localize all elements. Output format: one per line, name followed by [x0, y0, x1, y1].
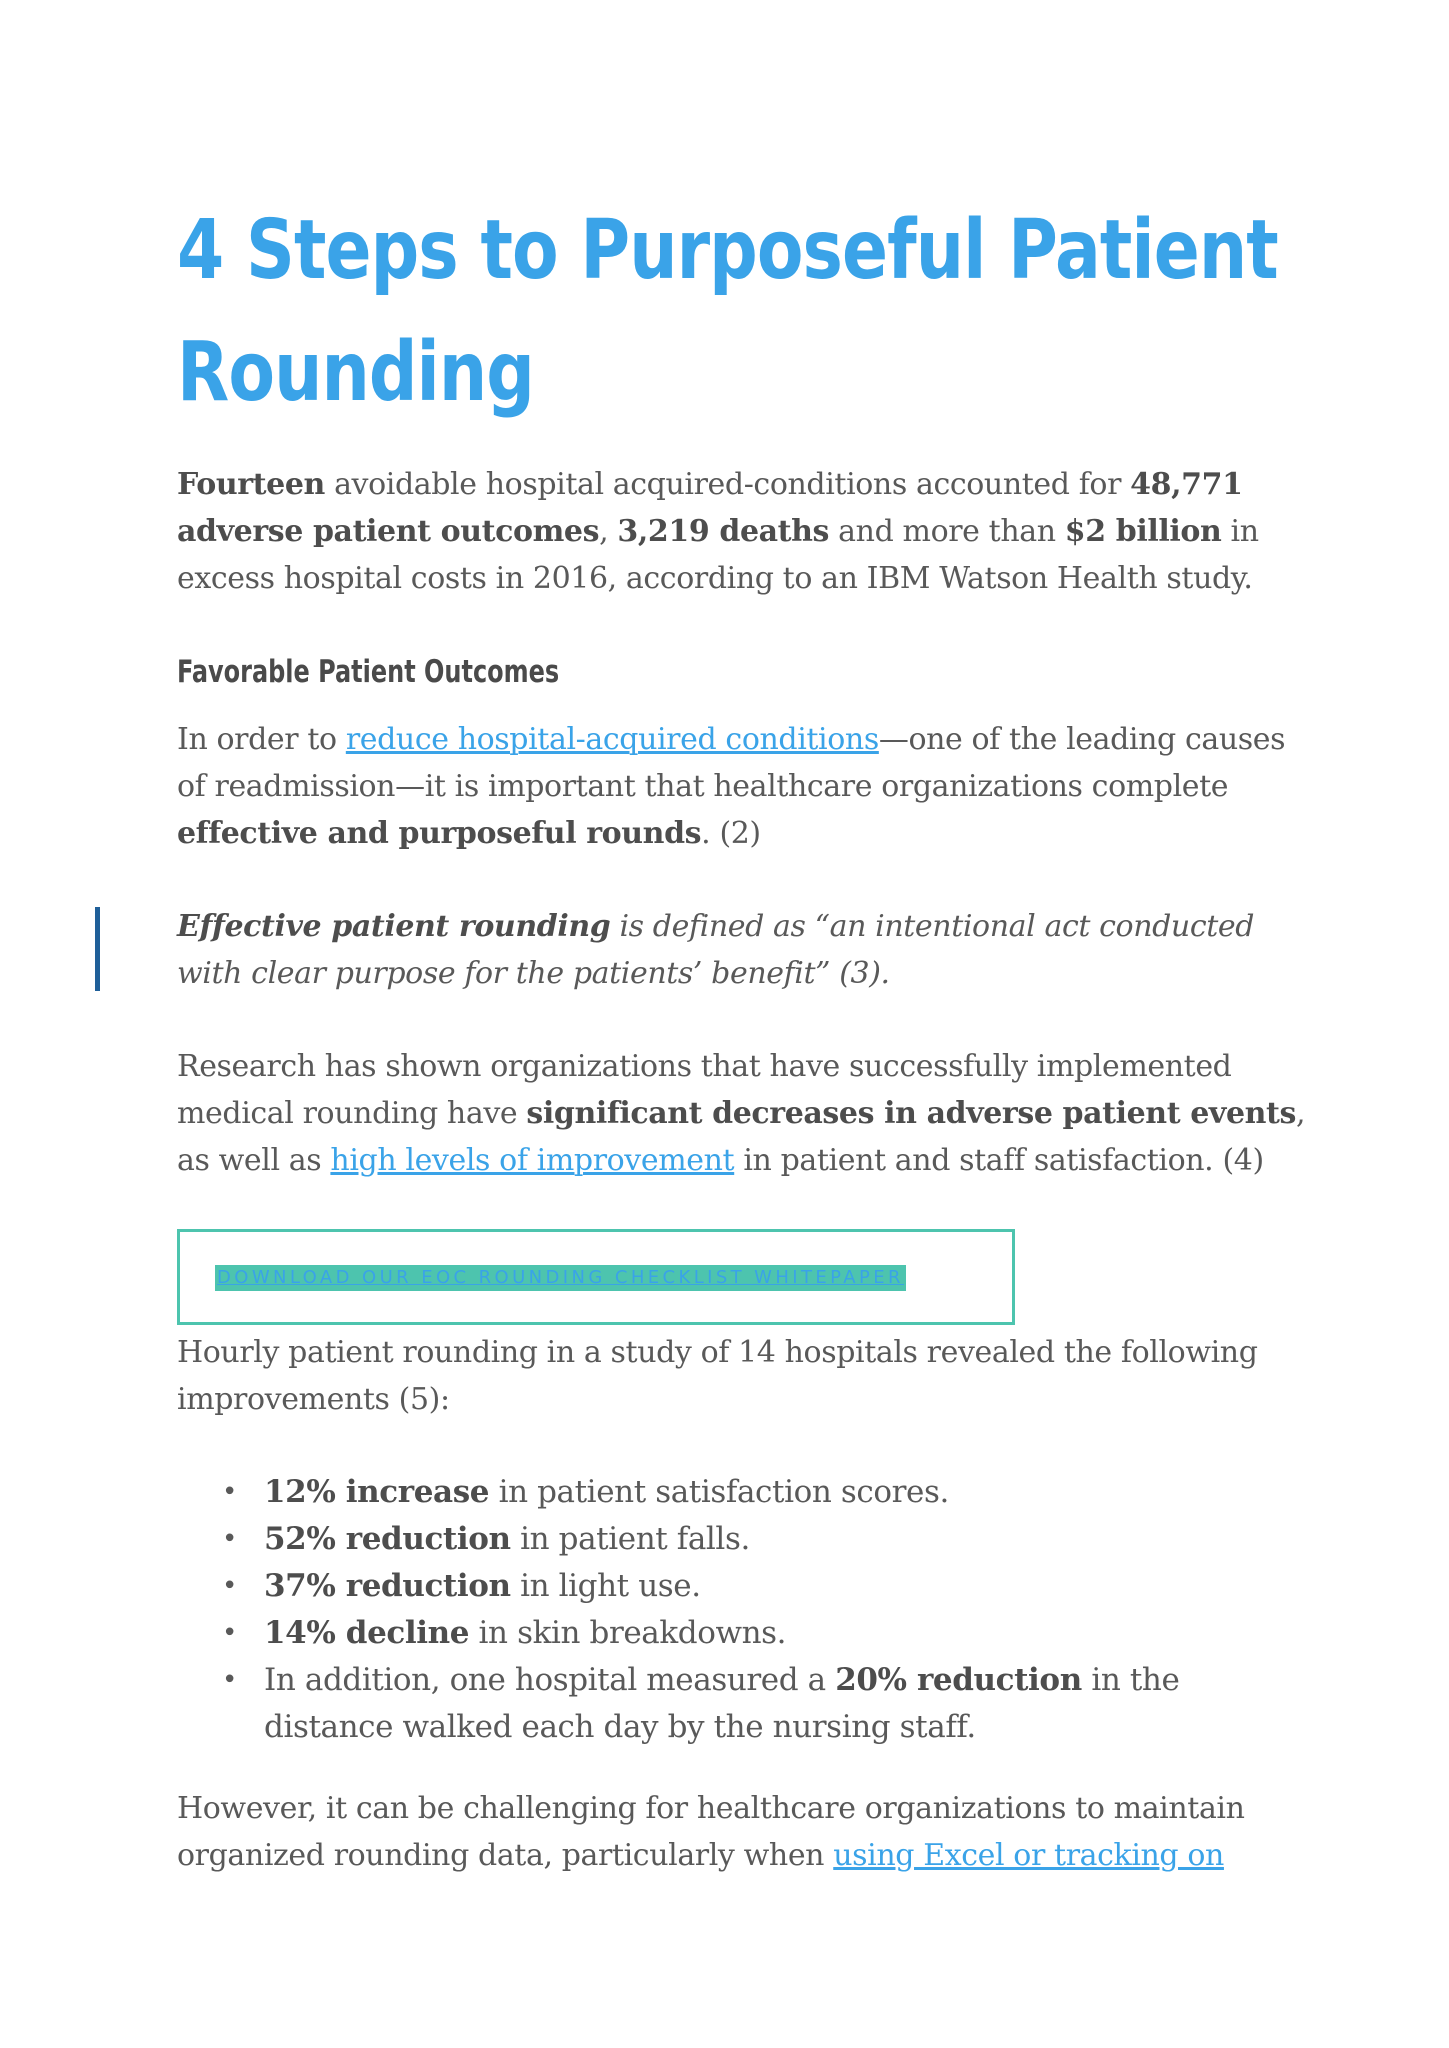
- research-text-3: in patient and staff satisfaction. (4): [734, 1143, 1264, 1178]
- intro-text-1: avoidable hospital acquired-conditions accounted for: [324, 467, 1131, 502]
- cta-box: [177, 1229, 1015, 1325]
- outcomes-text-2: —one of the leading causes of readmission—it is important that healthcare organizations complete: [177, 722, 1286, 804]
- study-paragraph: Hourly patient rounding in a study of 14 hospitals revealed the following improvements (5):: [177, 1335, 1258, 1417]
- intro-text-2: ,: [599, 514, 618, 549]
- intro-bold-outcomes: 48,771 adverse patient outcomes: [177, 467, 1243, 549]
- quote-bold: Effective patient rounding: [177, 909, 611, 944]
- list-item-text: in skin breakdowns.: [469, 1615, 787, 1651]
- list-item: [222, 1469, 1307, 1516]
- bullet-icon: •: [222, 1571, 237, 1601]
- list-item-bold: 12% increase: [264, 1474, 490, 1510]
- reduce-hac-link[interactable]: reduce hospital-acquired conditions: [345, 722, 879, 757]
- outcomes-text-1: In order to: [177, 722, 346, 757]
- list-item-text: in light use.: [510, 1568, 701, 1604]
- list-item-bold: 52% reduction: [264, 1521, 511, 1557]
- intro-bold-billion: $2 billion: [1064, 514, 1222, 549]
- blockquote: [177, 903, 1307, 997]
- section-heading: Favorable Patient Outcomes: [177, 654, 560, 690]
- download-whitepaper-button[interactable]: DOWNLOAD OUR EOC ROUNDING CHECKLIST WHITEPAPER: [215, 1265, 906, 1291]
- article: [177, 190, 1307, 1879]
- quote-bar: [95, 907, 100, 991]
- list-item: [222, 1516, 1307, 1563]
- outcomes-text-3: . (2): [701, 816, 761, 851]
- research-bold: significant decreases in adverse patient events: [526, 1096, 1296, 1131]
- list-item-text: in patient satisfaction scores.: [489, 1474, 949, 1510]
- bullet-icon: •: [222, 1665, 237, 1695]
- list-item-text: in patient falls.: [510, 1521, 750, 1557]
- excel-tracking-link[interactable]: using Excel or tracking on: [833, 1838, 1224, 1873]
- improvement-link[interactable]: high levels of improvement: [330, 1143, 735, 1178]
- list-item: [222, 1563, 1307, 1610]
- list-item-bold: 37% reduction: [264, 1568, 511, 1604]
- list-item-pre: In addition, one hospital measured a: [264, 1662, 836, 1698]
- intro-bold-deaths: 3,219 deaths: [617, 514, 830, 549]
- intro-text-4: in excess hospital costs in 2016, according to an IBM Watson Health study.: [177, 514, 1259, 596]
- research-text-1: Research has shown organizations that have successfully implemented medical rounding have: [177, 1049, 1232, 1131]
- list-item-text: in the distance walked each day by the nursing staff.: [264, 1662, 1180, 1745]
- bullet-icon: •: [222, 1477, 237, 1507]
- outcomes-bold-rounds: effective and purposeful rounds: [177, 816, 702, 851]
- bullet-icon: •: [222, 1618, 237, 1648]
- list-item: [222, 1610, 1307, 1657]
- challenge-text: However, it can be challenging for healthcare organizations to maintain organized rounding data, particularly when: [177, 1791, 1245, 1873]
- intro-paragraph: [177, 461, 1307, 602]
- page-title: 4 Steps to Purposeful Patient Rounding: [177, 203, 1278, 420]
- list-item-bold: 14% decline: [264, 1615, 470, 1651]
- intro-text-3: and more than: [829, 514, 1065, 549]
- list-item: [222, 1657, 1307, 1751]
- research-paragraph: [177, 1043, 1307, 1184]
- list-item-bold: 20% reduction: [835, 1662, 1082, 1698]
- intro-bold-fourteen: Fourteen: [177, 467, 325, 502]
- challenge-paragraph: [177, 1785, 1307, 1879]
- improvements-list: [177, 1469, 1307, 1751]
- quote-rest: is defined as “an intentional act conducted with clear purpose for the patients’ benefit” (3).: [177, 909, 1255, 991]
- quote-text: [177, 903, 1307, 997]
- bullet-icon: •: [222, 1524, 237, 1554]
- outcomes-paragraph: [177, 716, 1307, 857]
- research-text-2: , as well as: [177, 1096, 1306, 1178]
